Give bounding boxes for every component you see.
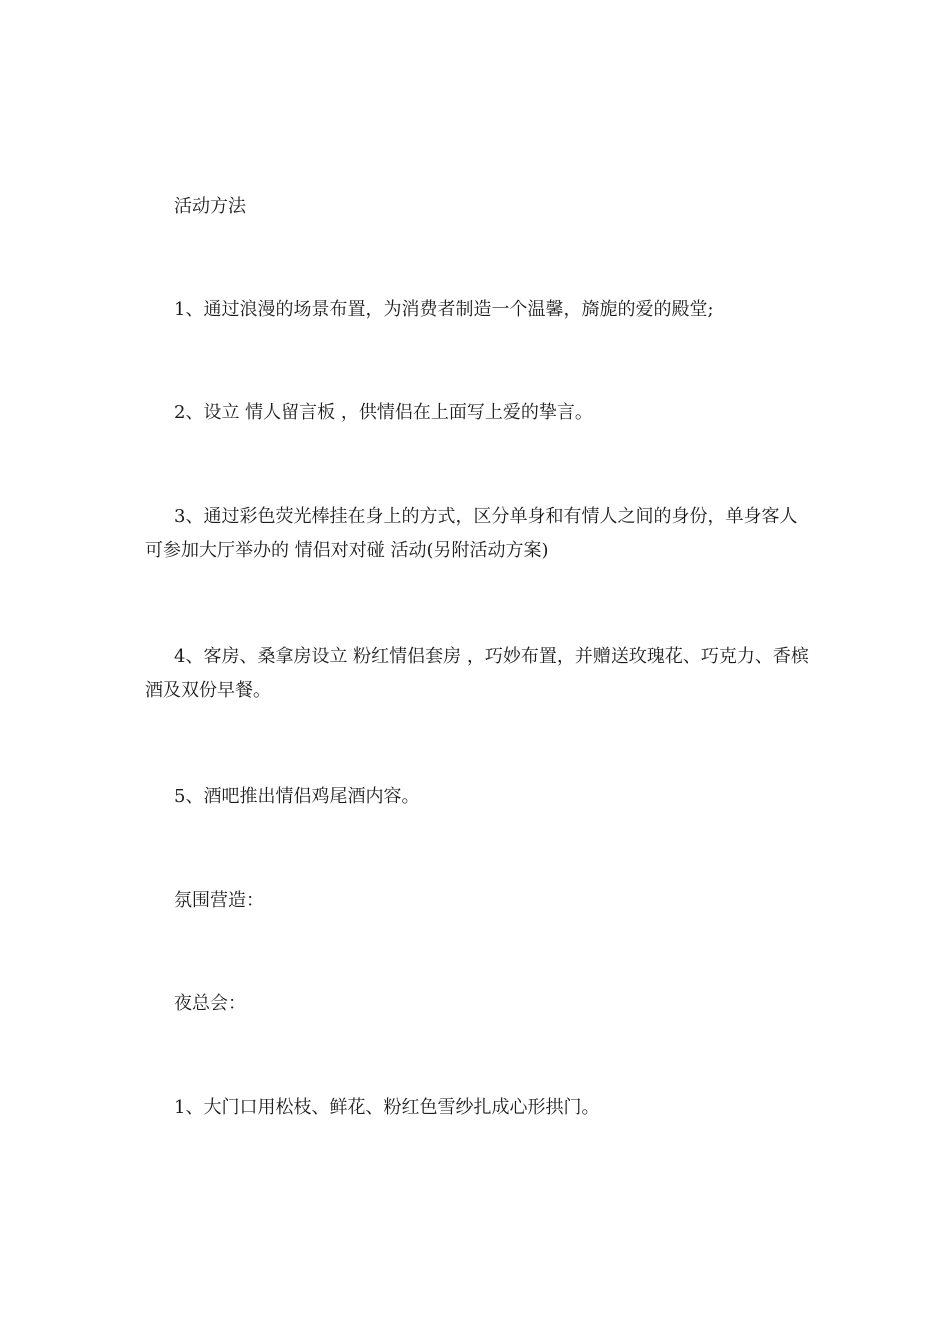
list-item-3: 3、通过彩色荧光棒挂在身上的方式，区分单身和有情人之间的身份，单身客人可参加大厅举办的 情侣对对碰 活动(另附活动方案): [145, 506, 798, 561]
section-heading-atmosphere: 氛围营造：: [174, 890, 264, 911]
list-item-4: 4、客房、桑拿房设立 粉红情侣套房 ，巧妙布置，并赠送玫瑰花、巧克力、香槟酒及双份早餐。: [145, 646, 809, 701]
list-item-2: 2、设立 情人留言板 ，供情侣在上面写上爱的挚言。: [174, 402, 593, 423]
list-item-1: 1、通过浪漫的场景布置，为消费者制造一个温馨，旖旎的爱的殿堂;: [174, 299, 714, 320]
subsection-heading-nightclub: 夜总会：: [174, 993, 246, 1014]
list-item-5: 5、酒吧推出情侣鸡尾酒内容。: [174, 786, 420, 807]
nightclub-list-item-1: 1、大门口用松枝、鲜花、粉红色雪纱扎成心形拱门。: [174, 1097, 600, 1118]
section-heading-activity-method: 活动方法: [174, 196, 246, 217]
